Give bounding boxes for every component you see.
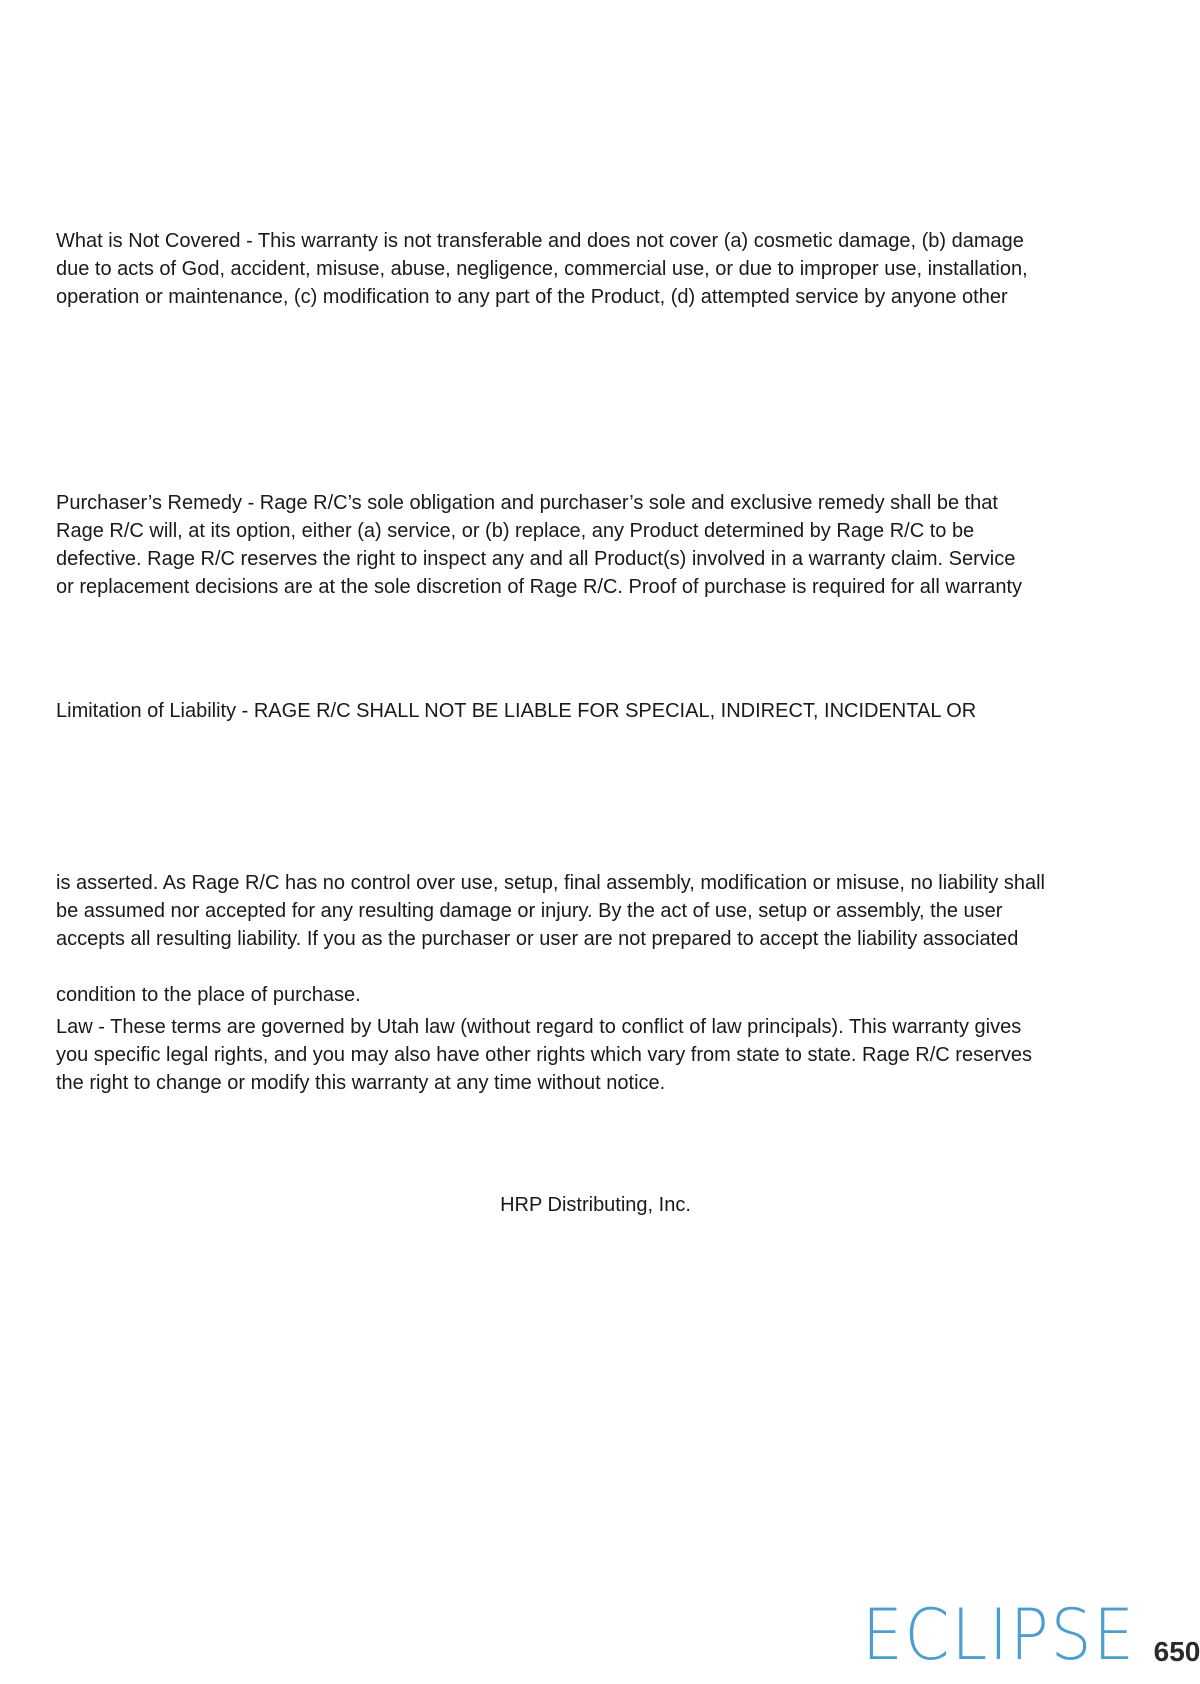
company-name-text: HRP Distributing, Inc. [500, 1194, 691, 1216]
section-condition [56, 981, 1146, 1009]
text-line: or replacement decisions are at the sole discretion of Rage R/C. Proof of purchase is required for all warranty [56, 576, 1023, 598]
section-liability-continued [56, 869, 1146, 953]
text-line: accepts all resulting liability. If you as the purchaser or user are not prepared to accept the liability associated [56, 928, 1019, 950]
text-line: be assumed nor accepted for any resulting damage or injury. By the act of use, setup or assembly, the user [56, 900, 1003, 922]
logo-word: ECLIPSE [862, 1594, 1136, 1676]
text-line: What is Not Covered - This warranty is not transferable and does not cover (a) cosmetic damage, (b) damage [56, 230, 1024, 252]
text-line: operation or maintenance, (c) modification to any part of the Product, (d) attempted service by anyone other [56, 286, 1008, 308]
company-name [0, 1191, 1191, 1219]
logo-number: 650 [1153, 1636, 1200, 1667]
text-line: defective. Rage R/C reserves the right to inspect any and all Product(s) involved in a warranty claim. Service [56, 548, 1016, 570]
text-line: Rage R/C will, at its option, either (a) service, or (b) replace, any Product determined by Rage R/C to be [56, 520, 975, 542]
eclipse-logo [862, 1584, 1200, 1676]
section-limitation-of-liability [56, 697, 1146, 725]
text-line: Limitation of Liability - RAGE R/C SHALL NOT BE LIABLE FOR SPECIAL, INDIRECT, INCIDENTAL OR [56, 700, 977, 722]
text-line: condition to the place of purchase. [56, 984, 361, 1006]
section-law [56, 1013, 1146, 1097]
text-line: Purchaser’s Remedy - Rage R/C’s sole obligation and purchaser’s sole and exclusive remedy shall be that [56, 492, 998, 514]
text-line: due to acts of God, accident, misuse, abuse, negligence, commercial use, or due to improper use, installation, [56, 258, 1028, 280]
section-not-covered [56, 227, 1146, 311]
text-line: you specific legal rights, and you may also have other rights which vary from state to state. Rage R/C reserves [56, 1044, 1032, 1066]
text-line: is asserted. As Rage R/C has no control over use, setup, final assembly, modification or misuse, no liability shall [56, 872, 1045, 894]
text-line: Law - These terms are governed by Utah law (without regard to conflict of law principals). This warranty gives [56, 1016, 1022, 1038]
section-purchasers-remedy [56, 489, 1146, 601]
text-line: the right to change or modify this warranty at any time without notice. [56, 1072, 666, 1094]
